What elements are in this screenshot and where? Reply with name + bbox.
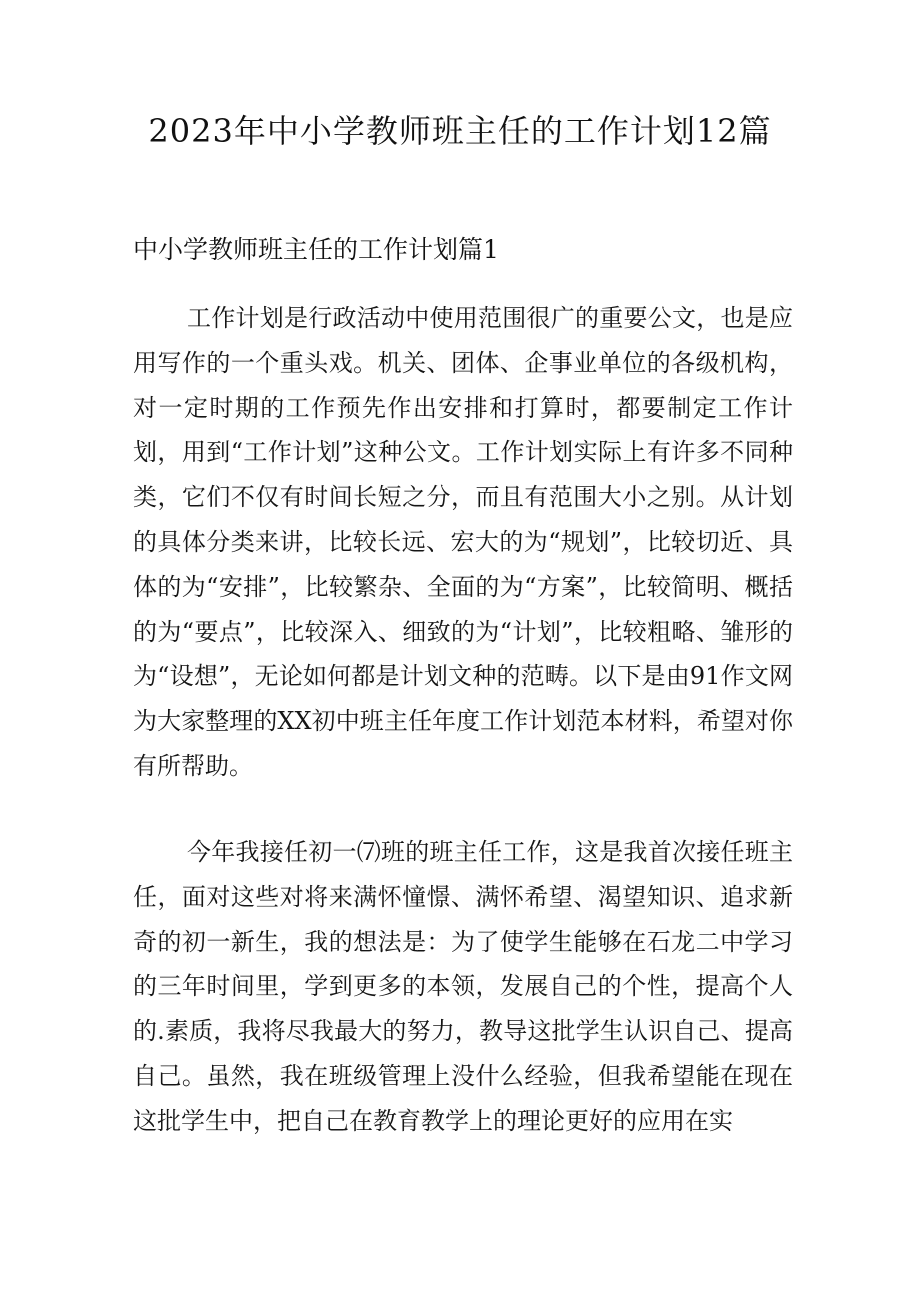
- document-title: 2023年中小学教师班主任的工作计划12篇: [148, 112, 772, 150]
- section-heading: 中小学教师班主任的工作计划篇1: [133, 235, 499, 264]
- body-paragraph: 工作计划是行政活动中使用范围很广的重要公文，也是应用写作的一个重头戏。机关、团体、企事业单位的各级机构，对一定时期的工作预先作出安排和打算时，都要制定工作计划，用到“工作计划”这种公文。工作计划实际上有许多不同种类，它们不仅有时间长短之分，而且有范围大小之别。从计划的具体分类来讲，比较长远、宏大的为“规划”，比较切近、具体的为“安排”，比较繁杂、全面的为“方案”，比较简明、概括的为“要点”，比较深入、细致的为“计划”，比较粗略、雏形的为“设想”，无论如何都是计划文种的范畴。以下是由91作文网为大家整理的XX初中班主任年度工作计划范本材料，希望对你有所帮助。: [133, 304, 793, 780]
- body-paragraph: 今年我接任初一⑺班的班主任工作，这是我首次接任班主任，面对这些对将来满怀憧憬、满怀希望、渴望知识、追求新奇的初一新生，我的想法是：为了使学生能够在石龙二中学习的三年时间里，学到更多的本领，发展自己的个性，提高个人的.素质，我将尽我最大的努力，教导这批学生认识自己、提高自己。虽然，我在班级管理上没什么经验，但我希望能在现在这批学生中，把自己在教育教学上的理论更好的应用在实: [133, 838, 793, 1135]
